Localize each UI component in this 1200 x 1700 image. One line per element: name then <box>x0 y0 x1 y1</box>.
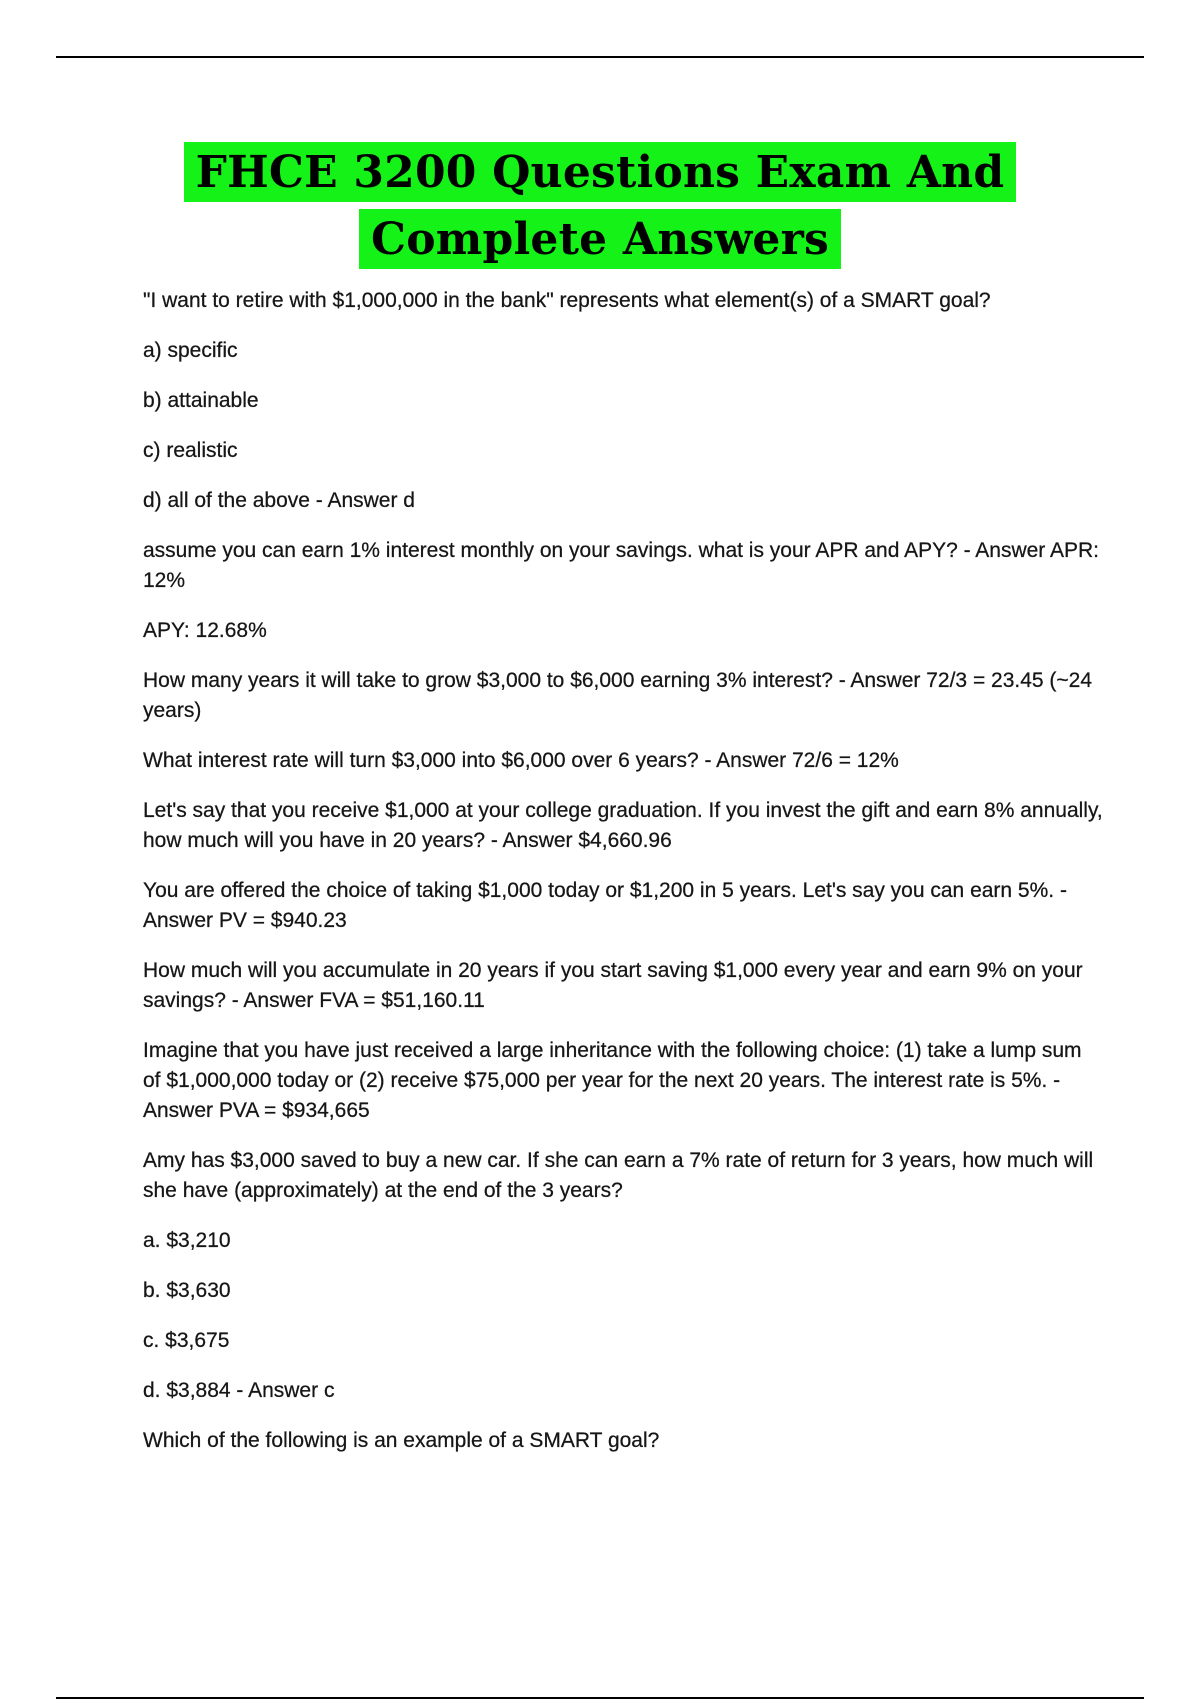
question-6-text: You are offered the choice of taking $1,000 today or $1,200 in 5 years. Let's say you can earn 5%. - Answer PV = $940.23 <box>143 879 1067 932</box>
question-9-option-c: c. $3,675 <box>143 1329 230 1352</box>
question-10-text: Which of the following is an example of a SMART goal? <box>143 1429 660 1452</box>
document-title <box>0 142 1200 269</box>
question-1-option-d-answer: d) all of the above - Answer d <box>143 489 415 512</box>
question-1-option-c: c) realistic <box>143 439 238 462</box>
question-9-option-a: a. $3,210 <box>143 1229 231 1252</box>
question-1-text: "I want to retire with $1,000,000 in the bank" represents what element(s) of a SMART goal? <box>143 289 991 312</box>
question-1-option-a: a) specific <box>143 339 238 362</box>
document-body <box>143 286 1103 1476</box>
title-line-1: FHCE 3200 Questions Exam And <box>184 142 1017 202</box>
question-9-text: Amy has $3,000 saved to buy a new car. If she can earn a 7% rate of return for 3 years, how much will she have (approximately) at the end of the 3 years? <box>143 1149 1094 1202</box>
question-8-text: Imagine that you have just received a large inheritance with the following choice: (1) take a lump sum of $1,000,000 today or (2) receive $75,000 per year for the next 20 years. The interest rate is 5%. - Answer PVA = $934,665 <box>143 1039 1082 1122</box>
question-1-option-b: b) attainable <box>143 389 259 412</box>
question-3-text: How many years it will take to grow $3,000 to $6,000 earning 3% interest? - Answer 72/3 = 23.45 (~24 years) <box>143 669 1093 722</box>
question-7-text: How much will you accumulate in 20 years if you start saving $1,000 every year and earn 9% on your savings? - Answer FVA = $51,160.11 <box>143 959 1083 1012</box>
bottom-rule <box>56 1697 1144 1699</box>
question-9-option-b: b. $3,630 <box>143 1279 231 1302</box>
question-4-text: What interest rate will turn $3,000 into $6,000 over 6 years? - Answer 72/6 = 12% <box>143 749 899 772</box>
question-2-answer-apy: APY: 12.68% <box>143 619 267 642</box>
title-line-2: Complete Answers <box>359 209 841 269</box>
question-2-text: assume you can earn 1% interest monthly on your savings. what is your APR and APY? - Answer APR: 12% <box>143 539 1099 592</box>
question-9-option-d-answer: d. $3,884 - Answer c <box>143 1379 335 1402</box>
question-5-text: Let's say that you receive $1,000 at your college graduation. If you invest the gift and earn 8% annually, how much will you have in 20 years? - Answer $4,660.96 <box>143 799 1103 852</box>
top-rule <box>56 56 1144 58</box>
